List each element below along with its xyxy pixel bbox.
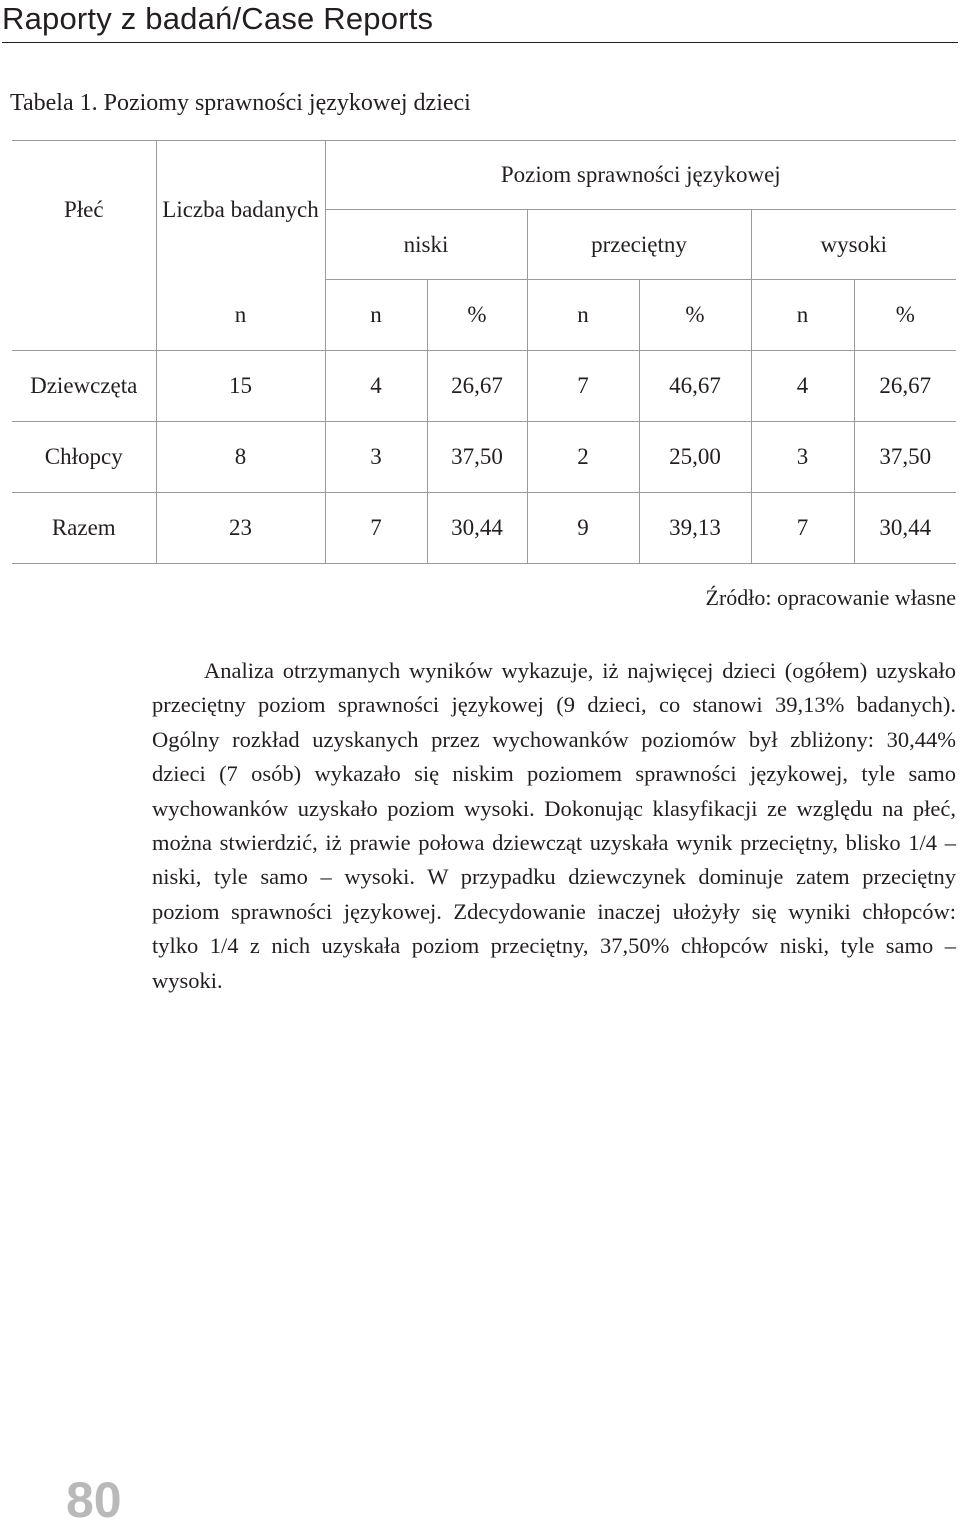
- header-unit: n: [325, 280, 427, 351]
- table-cell: 39,13: [639, 493, 751, 564]
- table-cell: 30,44: [427, 493, 527, 564]
- table-cell: 15: [156, 351, 325, 422]
- table-cell: 46,67: [639, 351, 751, 422]
- header-unit: %: [854, 280, 956, 351]
- running-head: Raporty z badań/Case Reports: [2, 0, 958, 43]
- table-cell: 37,50: [427, 422, 527, 493]
- table-cell: 26,67: [854, 351, 956, 422]
- table-cell: 7: [325, 493, 427, 564]
- table-cell: 4: [325, 351, 427, 422]
- header-level-group: Poziom sprawności językowej: [325, 141, 956, 210]
- header-sex: Płeć: [12, 141, 156, 280]
- row-label: Chłopcy: [12, 422, 156, 493]
- table-cell: 7: [527, 351, 639, 422]
- header-unit: n: [751, 280, 854, 351]
- table-cell: 3: [751, 422, 854, 493]
- header-level-average: przeciętny: [527, 210, 751, 280]
- row-label: Dziewczęta: [12, 351, 156, 422]
- header-level-high: wysoki: [751, 210, 956, 280]
- table-cell: 8: [156, 422, 325, 493]
- table-cell: 4: [751, 351, 854, 422]
- table-cell: 3: [325, 422, 427, 493]
- table-cell: 23: [156, 493, 325, 564]
- header-unit-blank: [12, 280, 156, 351]
- header-level-low: niski: [325, 210, 527, 280]
- table-cell: 25,00: [639, 422, 751, 493]
- table-row: [12, 493, 956, 564]
- table-row: [12, 351, 956, 422]
- header-unit: %: [639, 280, 751, 351]
- table-cell: 37,50: [854, 422, 956, 493]
- language-level-table: [12, 140, 956, 564]
- row-label: Razem: [12, 493, 156, 564]
- table-cell: 2: [527, 422, 639, 493]
- table-caption: Tabela 1. Poziomy sprawności językowej dzieci: [10, 90, 471, 116]
- table-cell: 30,44: [854, 493, 956, 564]
- header-unit: n: [156, 280, 325, 351]
- table-cell: 26,67: [427, 351, 527, 422]
- table-source-note: Źródło: opracowanie własne: [705, 585, 956, 610]
- page-number: 80: [66, 1472, 122, 1528]
- header-unit: n: [527, 280, 639, 351]
- header-unit: %: [427, 280, 527, 351]
- body-paragraph: Analiza otrzymanych wyników wykazuje, iż najwięcej dzieci (ogółem) uzyskało przeciętny poziom sprawności językowej (9 dzieci, co stanowi 39,13% badanych). Ogólny rozkład uzyskanych przez wychowanków poziomów był zbliżony: 30,44% dzieci (7 osób) wykazało się niskim poziomem sprawności językowej, tyle samo wychowanków uzyskało poziom wysoki. Dokonując klasyfikacji ze względu na płeć, można stwierdzić, iż prawie połowa dziewcząt uzyskała wynik przeciętny, blisko 1/4 – niski, tyle samo – wysoki. W przypadku dziewczynek dominuje zatem przeciętny poziom sprawności językowej. Zdecydowanie inaczej ułożyły się wyniki chłopców: tylko 1/4 z nich uzyskała poziom przeciętny, 37,50% chłopców niski, tyle samo – wysoki.: [152, 658, 956, 993]
- table-cell: 9: [527, 493, 639, 564]
- header-count: Liczba badanych: [156, 141, 325, 280]
- table-cell: 7: [751, 493, 854, 564]
- table-row: [12, 422, 956, 493]
